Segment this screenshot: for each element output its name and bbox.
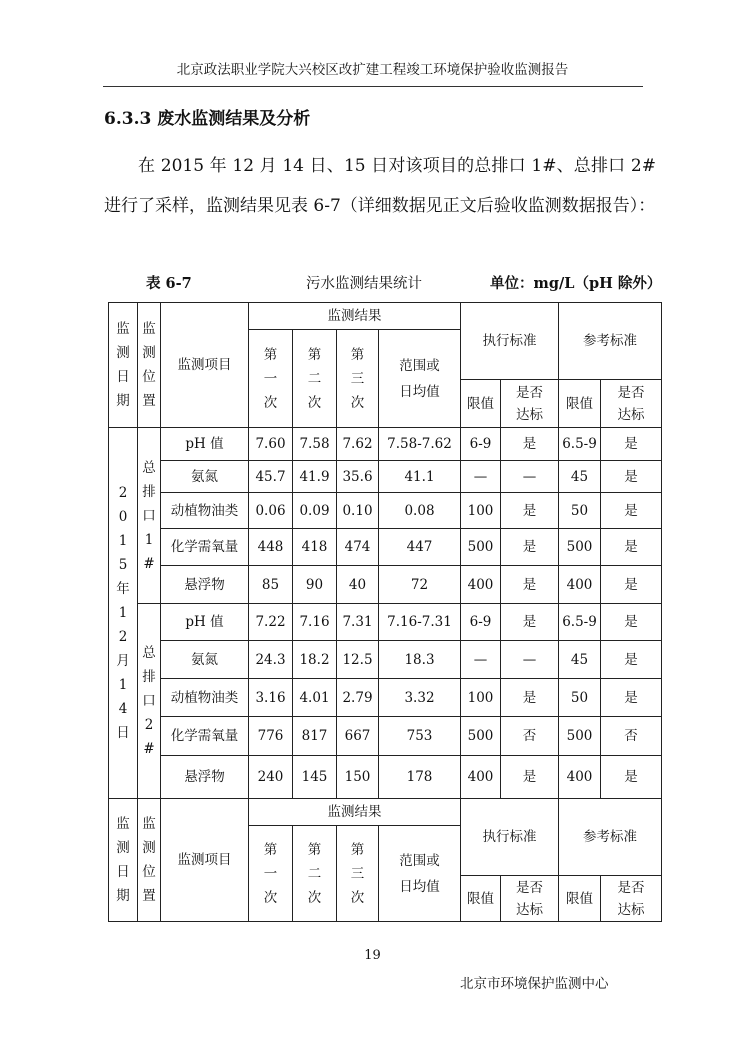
header-second bbox=[293, 826, 337, 922]
cell-text: 是否达标 bbox=[516, 879, 543, 918]
table-row bbox=[109, 717, 662, 756]
header-ref-std: 参考标准 bbox=[559, 303, 662, 380]
value-cell: 0.08 bbox=[379, 493, 461, 529]
value-cell: 6-9 bbox=[461, 604, 501, 641]
value-cell: 是 bbox=[601, 604, 662, 641]
header-ref-std: 参考标准 bbox=[559, 799, 662, 876]
value-cell: 7.58 bbox=[293, 428, 337, 461]
value-cell: 50 bbox=[559, 679, 601, 717]
value-cell: 100 bbox=[461, 493, 501, 529]
value-cell: 3.32 bbox=[379, 679, 461, 717]
date-cell bbox=[109, 428, 138, 799]
value-cell: 7.58-7.62 bbox=[379, 428, 461, 461]
value-cell: 7.31 bbox=[337, 604, 379, 641]
exec-compliant-header bbox=[501, 380, 559, 428]
cell-text: 第二次 bbox=[307, 346, 322, 411]
table-title: 污水监测结果统计 bbox=[306, 276, 422, 292]
table-row bbox=[109, 529, 662, 566]
value-cell: 41.1 bbox=[379, 461, 461, 493]
value-cell: 6.5-9 bbox=[559, 428, 601, 461]
value-cell: — bbox=[461, 461, 501, 493]
value-cell: 是 bbox=[601, 641, 662, 679]
value-cell: 7.62 bbox=[337, 428, 379, 461]
value-cell: 40 bbox=[337, 566, 379, 604]
value-cell: 400 bbox=[559, 756, 601, 799]
header-location bbox=[138, 303, 161, 428]
header-first bbox=[249, 330, 293, 428]
value-cell: 72 bbox=[379, 566, 461, 604]
table-row bbox=[109, 428, 662, 461]
value-cell: — bbox=[461, 641, 501, 679]
value-cell: 是 bbox=[601, 566, 662, 604]
header-row bbox=[109, 303, 662, 330]
value-cell: 817 bbox=[293, 717, 337, 756]
value-cell: 0.09 bbox=[293, 493, 337, 529]
value-cell: 是 bbox=[601, 493, 662, 529]
value-cell: 是 bbox=[601, 756, 662, 799]
footer-org: 北京市环境保护监测中心 bbox=[460, 976, 609, 992]
cell-text: 是否达标 bbox=[617, 879, 645, 918]
header-date bbox=[109, 799, 138, 922]
value-cell: 418 bbox=[293, 529, 337, 566]
value-cell: — bbox=[501, 461, 559, 493]
location-cell bbox=[138, 428, 161, 604]
cell-text: 总排口2# bbox=[142, 645, 156, 757]
value-cell: 500 bbox=[461, 717, 501, 756]
ref-compliant-header bbox=[601, 876, 662, 922]
item-cell: 化学需氧量 bbox=[161, 529, 249, 566]
table-row bbox=[109, 493, 662, 529]
value-cell: 12.5 bbox=[337, 641, 379, 679]
value-cell: 45 bbox=[559, 461, 601, 493]
running-header: 北京政法职业学院大兴校区改扩建工程竣工环境保护验收监测报告 bbox=[176, 62, 569, 78]
value-cell: 150 bbox=[337, 756, 379, 799]
value-cell: 是 bbox=[601, 428, 662, 461]
value-cell: 45 bbox=[559, 641, 601, 679]
value-cell: 否 bbox=[501, 717, 559, 756]
value-cell: 否 bbox=[601, 717, 662, 756]
table-row bbox=[109, 641, 662, 679]
value-cell: 448 bbox=[249, 529, 293, 566]
value-cell: 7.16 bbox=[293, 604, 337, 641]
value-cell: 35.6 bbox=[337, 461, 379, 493]
page-number: 19 bbox=[364, 948, 381, 963]
table-row bbox=[109, 679, 662, 717]
header-exec-std: 执行标准 bbox=[461, 799, 559, 876]
intro-paragraph: 在 2015 年 12 月 14 日、15 日对该项目的总排口 1#、总排口 2# 进行了采样，监测结果见表 6-7（详细数据见正文后验收监测数据报告）： bbox=[104, 156, 656, 216]
item-cell: 动植物油类 bbox=[161, 679, 249, 717]
table-row bbox=[109, 756, 662, 799]
table-row bbox=[109, 566, 662, 604]
header-item: 监测项目 bbox=[161, 799, 249, 922]
value-cell: 是 bbox=[601, 461, 662, 493]
header-range bbox=[379, 826, 461, 922]
cell-text: 范围或日均值 bbox=[399, 852, 440, 895]
exec-limit-header: 限值 bbox=[461, 380, 501, 428]
value-cell: 776 bbox=[249, 717, 293, 756]
value-cell: 3.16 bbox=[249, 679, 293, 717]
header-third bbox=[337, 826, 379, 922]
value-cell: 是 bbox=[501, 428, 559, 461]
cell-text: 监测位置 bbox=[142, 321, 156, 409]
header-results: 监测结果 bbox=[249, 799, 461, 826]
value-cell: 7.16-7.31 bbox=[379, 604, 461, 641]
cell-text: 第二次 bbox=[307, 841, 322, 906]
cell-text: 是否达标 bbox=[516, 384, 543, 423]
value-cell: 447 bbox=[379, 529, 461, 566]
value-cell: 7.60 bbox=[249, 428, 293, 461]
value-cell: 178 bbox=[379, 756, 461, 799]
cell-text: 第三次 bbox=[350, 841, 365, 906]
value-cell: 是 bbox=[501, 604, 559, 641]
header-third bbox=[337, 330, 379, 428]
item-cell: 悬浮物 bbox=[161, 566, 249, 604]
item-cell: pH 值 bbox=[161, 428, 249, 461]
header-row bbox=[109, 799, 662, 826]
item-cell: 动植物油类 bbox=[161, 493, 249, 529]
value-cell: — bbox=[501, 641, 559, 679]
cell-text: 范围或日均值 bbox=[399, 357, 440, 400]
value-cell: 6-9 bbox=[461, 428, 501, 461]
ref-limit-header: 限值 bbox=[559, 876, 601, 922]
item-cell: pH 值 bbox=[161, 604, 249, 641]
value-cell: 是 bbox=[501, 566, 559, 604]
cell-text: 第一次 bbox=[263, 841, 278, 906]
header-rule bbox=[103, 86, 643, 87]
item-cell: 氨氮 bbox=[161, 641, 249, 679]
value-cell: 667 bbox=[337, 717, 379, 756]
cell-text: 监测位置 bbox=[142, 816, 156, 904]
cell-text: 2015年12月14日 bbox=[116, 485, 130, 741]
value-cell: 是 bbox=[501, 679, 559, 717]
exec-limit-header: 限值 bbox=[461, 876, 501, 922]
header-item: 监测项目 bbox=[161, 303, 249, 428]
header-results: 监测结果 bbox=[249, 303, 461, 330]
item-cell: 化学需氧量 bbox=[161, 717, 249, 756]
value-cell: 145 bbox=[293, 756, 337, 799]
results-table bbox=[108, 302, 662, 922]
value-cell: 4.01 bbox=[293, 679, 337, 717]
item-cell: 悬浮物 bbox=[161, 756, 249, 799]
value-cell: 0.10 bbox=[337, 493, 379, 529]
cell-text: 监测日期 bbox=[116, 816, 130, 904]
header-location bbox=[138, 799, 161, 922]
header-exec-std: 执行标准 bbox=[461, 303, 559, 380]
table-number: 表 6-7 bbox=[146, 275, 192, 292]
value-cell: 是 bbox=[601, 529, 662, 566]
value-cell: 是 bbox=[501, 756, 559, 799]
value-cell: 474 bbox=[337, 529, 379, 566]
value-cell: 500 bbox=[559, 717, 601, 756]
value-cell: 18.3 bbox=[379, 641, 461, 679]
value-cell: 100 bbox=[461, 679, 501, 717]
table-row bbox=[109, 604, 662, 641]
value-cell: 是 bbox=[601, 679, 662, 717]
header-range bbox=[379, 330, 461, 428]
header-date bbox=[109, 303, 138, 428]
value-cell: 45.7 bbox=[249, 461, 293, 493]
table-unit: 单位：mg/L（pH 除外） bbox=[490, 275, 662, 292]
value-cell: 500 bbox=[461, 529, 501, 566]
value-cell: 是 bbox=[501, 529, 559, 566]
cell-text: 第三次 bbox=[350, 346, 365, 411]
value-cell: 85 bbox=[249, 566, 293, 604]
value-cell: 90 bbox=[293, 566, 337, 604]
value-cell: 400 bbox=[559, 566, 601, 604]
value-cell: 400 bbox=[461, 756, 501, 799]
location-cell bbox=[138, 604, 161, 799]
ref-limit-header: 限值 bbox=[559, 380, 601, 428]
cell-text: 监测日期 bbox=[116, 321, 130, 409]
table-row bbox=[109, 461, 662, 493]
value-cell: 2.79 bbox=[337, 679, 379, 717]
header-first bbox=[249, 826, 293, 922]
value-cell: 41.9 bbox=[293, 461, 337, 493]
value-cell: 6.5-9 bbox=[559, 604, 601, 641]
value-cell: 240 bbox=[249, 756, 293, 799]
value-cell: 0.06 bbox=[249, 493, 293, 529]
value-cell: 400 bbox=[461, 566, 501, 604]
cell-text: 第一次 bbox=[263, 346, 278, 411]
value-cell: 24.3 bbox=[249, 641, 293, 679]
header-second bbox=[293, 330, 337, 428]
exec-compliant-header bbox=[501, 876, 559, 922]
value-cell: 50 bbox=[559, 493, 601, 529]
value-cell: 18.2 bbox=[293, 641, 337, 679]
cell-text: 总排口1# bbox=[142, 459, 156, 572]
cell-text: 是否达标 bbox=[617, 384, 645, 423]
value-cell: 500 bbox=[559, 529, 601, 566]
value-cell: 753 bbox=[379, 717, 461, 756]
item-cell: 氨氮 bbox=[161, 461, 249, 493]
value-cell: 7.22 bbox=[249, 604, 293, 641]
ref-compliant-header bbox=[601, 380, 662, 428]
section-title: 6.3.3 废水监测结果及分析 bbox=[104, 109, 311, 129]
value-cell: 是 bbox=[501, 493, 559, 529]
